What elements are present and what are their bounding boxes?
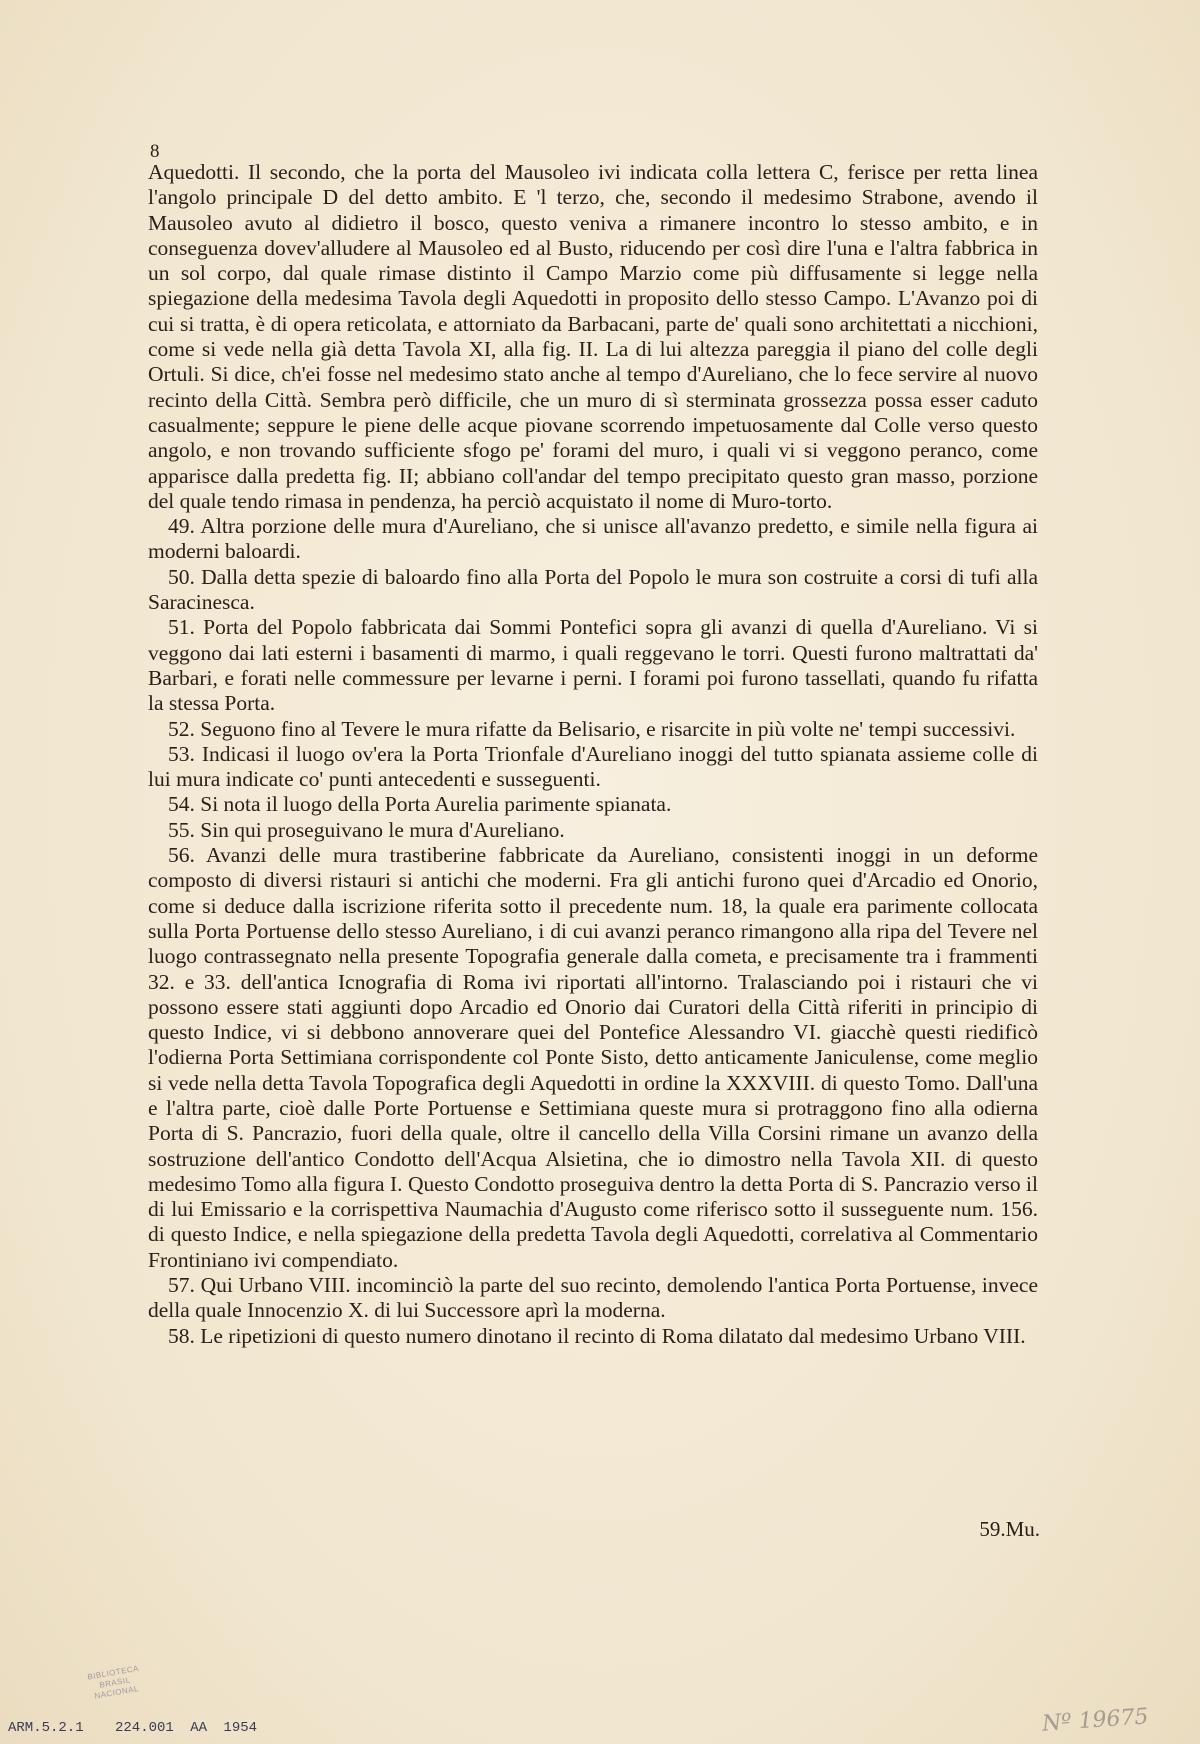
entry-53: 53. Indicasi il luogo ov'era la Porta Trionfale d'Aureliano inoggi del tutto spianata assieme colle di lui mura indicate co' punti antecedenti e susseguenti. — [148, 741, 1038, 792]
entry-51: 51. Porta del Popolo fabbricata dai Sommi Pontefici sopra gli avanzi di quella d'Aureliano. Vi si veggono dai lati esterni i basamenti di marmo, i quali reggevano le torri. Questi furono maltrattati da' Barbari, e forati nelle commessure per levarne i perni. I forami poi furono tassellati, quando fu rifatta la stessa Porta. — [148, 615, 1038, 716]
entry-49: 49. Altra porzione delle mura d'Aureliano, che si unisce all'avanzo predetto, e simile nella figura ai moderni baloardi. — [148, 514, 1038, 564]
entry-58: 58. Le ripetizioni di questo numero dinotano il recinto di Roma dilatato dal medesimo Urbano VIII. — [168, 1323, 1026, 1348]
entry-55: 55. Sin qui proseguivano le mura d'Aureliano. — [168, 817, 565, 842]
pencil-note: Nº 19675 — [1041, 1704, 1150, 1737]
entry-50: 50. Dalla detta spezie di baloardo fino alla Porta del Popolo le mura son costruite a corsi di tufi alla Saracinesca. — [148, 564, 1038, 615]
paragraph-continuation: Aquedotti. Il secondo, che la porta del Mausoleo ivi indicata colla lettera C, ferisce per retta linea l'angolo principale D del detto ambito. E 'l terzo, che, secondo il medesimo Strabone, avendo il Mausoleo avuto al didietro il bosco, questo veniva a rimanere incontro lo stesso ambito, e in conseguenza dovev'alludere al Mausoleo ed al Busto, riducendo per così dire l'una e l'altra fabbrica in un sol corpo, dal quale rimase distinto il Campo Marzio come più diffusamente si legge nella spiegazione della medesima Tavola degli Aquedotti in proposito dello stesso Campo. L'Avanzo poi di cui si tratta, è di opera reticolata, e attorniato da Barbacani, parte de' quali sono architettati a nicchioni, come si vede nella già detta Tavola XI, alla fig. II. La di lui altezza pareggia il piano del colle degli Ortuli. Si dice, ch'ei fosse nel medesimo stato anche al tempo d'Aureliano, che lo fece servire al nuovo recinto della Città. Sembra però difficile, che un muro di sì sterminata grossezza possa esser caduto casualmente; seppure le piene delle acque piovane scorrendo impetuosamente dal Colle verso questo angolo, e non trovando sufficiente sfogo pe' forami del muro, i quali vi si veggono peranco, come apparisce dalla predetta fig. II; abbiano coll'andar del tempo precipitato questo gran masso, porzione del quale tendo rimasa in pendenza, ha perciò acquistato il nome di Muro-torto. — [148, 160, 1038, 513]
catchword: 59.Mu. — [979, 1517, 1040, 1541]
entry-54: 54. Si nota il luogo della Porta Aurelia parimente spianata. — [168, 792, 672, 817]
entry-52: 52. Seguono fino al Tevere le mura rifatte da Belisario, e risarcite in più volte ne' tempi successivi. — [168, 716, 1016, 741]
shelfmark: ARM.5.2.1 — [8, 1720, 84, 1736]
accession-number: 224.001 AA 1954 — [115, 1720, 258, 1736]
page-number: 8 — [150, 141, 160, 162]
library-stamp-text: BIBLIOTECA BRASIL NACIONAL — [86, 1663, 140, 1701]
entry-56: 56. Avanzi delle mura trastiberine fabbricate da Aureliano, consistenti inoggi in un deforme composto di diversi ristauri si antichi che moderni. Fra gli antichi furono quei d'Arcadio ed Onorio, come si deduce dalla iscrizione riferita sotto il precedente num. 18, la quale era parimente collocata sulla Porta Portuense dello stesso Aureliano, i di cui avanzi peranco rimangono alla ripa del Tevere nel luogo contrassegnato nella presente Topografia generale dalla cometa, e precisamente tra i frammenti 32. e 33. dell'antica Icnografia di Roma ivi riportati all'intorno. Tralasciando poi i ristauri che vi possono essere stati aggiunti dopo Arcadio ed Onorio dai Curatori della Città riferiti in principio di questo Indice, vi si debbono annoverare quei del Pontefice Alessandro VI. giacchè questi riedificò l'odierna Porta Settimiana corrispondente col Ponte Sisto, detto anticamente Janiculense, come meglio si vede nella detta Tavola Topografica degli Aquedotti in ordine la XXXVIII. di questo Tomo. Dall'una e l'altra parte, cioè dalle Porte Portuense e Settimiana queste mura si protraggono fino alla odierna Porta di S. Pancrazio, fuori della quale, oltre il cancello della Villa Corsini rimane un avanzo della sostruzione dell'antico Condotto dell'Acqua Alsietina, che io dimostro nella Tavola XII. di questo medesimo Tomo alla figura I. Questo Condotto proseguiva dentro la detta Porta di S. Pancrazio verso il di lui Emissario e la corrispettiva Naumachia d'Augusto come riferisco sotto il susseguente num. 156. di questo Indice, e nella spiegazione della predetta Tavola degli Aquedotti, correlativa al Commentario Frontiniano ivi compendiato. — [148, 843, 1038, 1272]
library-stamp — [75, 1654, 156, 1712]
entry-57: 57. Qui Urbano VIII. incominciò la parte del suo recinto, demolendo l'antica Porta Portuense, invece della quale Innocenzio X. di lui Successore aprì la moderna. — [148, 1273, 1038, 1323]
body-text — [148, 160, 1038, 1349]
